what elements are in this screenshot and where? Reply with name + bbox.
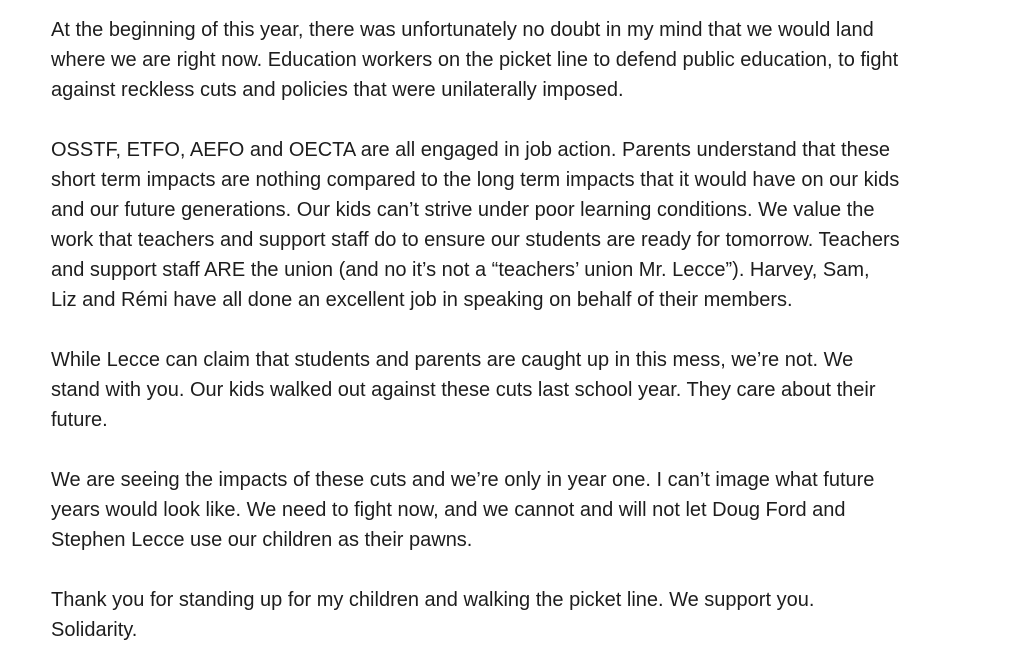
paragraph-stand-with-you bbox=[51, 345, 996, 435]
text-line: stand with you. Our kids walked out against these cuts last school year. They care about their bbox=[51, 379, 876, 401]
text-line: While Lecce can claim that students and parents are caught up in this mess, we’re not. We bbox=[51, 349, 854, 371]
text-line: where we are right now. Education workers on the picket line to defend public education, to fight bbox=[51, 49, 899, 71]
paragraph-closing bbox=[51, 585, 996, 645]
text-line: Thank you for standing up for my children and walking the picket line. We support you. bbox=[51, 589, 815, 611]
text-line: Stephen Lecce use our children as their pawns. bbox=[51, 529, 473, 551]
text-line: work that teachers and support staff do to ensure our students are ready for tomorrow. Teachers bbox=[51, 229, 900, 251]
text-line: and support staff ARE the union (and no it’s not a “teachers’ union Mr. Lecce”). Harvey, Sam, bbox=[51, 259, 870, 281]
text-line: At the beginning of this year, there was unfortunately no doubt in my mind that we would land bbox=[51, 19, 874, 41]
text-line: and our future generations. Our kids can’t strive under poor learning conditions. We value the bbox=[51, 199, 875, 221]
text-line: Liz and Rémi have all done an excellent job in speaking on behalf of their members. bbox=[51, 289, 793, 311]
letter-body bbox=[51, 15, 996, 645]
paragraph-opening bbox=[51, 15, 996, 105]
text-line: years would look like. We need to fight now, and we cannot and will not let Doug Ford and bbox=[51, 499, 846, 521]
text-line: We are seeing the impacts of these cuts and we’re only in year one. I can’t image what future bbox=[51, 469, 875, 491]
text-line: future. bbox=[51, 409, 108, 431]
text-line: OSSTF, ETFO, AEFO and OECTA are all engaged in job action. Parents understand that these bbox=[51, 139, 890, 161]
text-line: short term impacts are nothing compared to the long term impacts that it would have on our kids bbox=[51, 169, 900, 191]
text-line: against reckless cuts and policies that were unilaterally imposed. bbox=[51, 79, 624, 101]
paragraph-job-action bbox=[51, 135, 996, 315]
paragraph-impacts bbox=[51, 465, 996, 555]
text-line: Solidarity. bbox=[51, 619, 138, 641]
